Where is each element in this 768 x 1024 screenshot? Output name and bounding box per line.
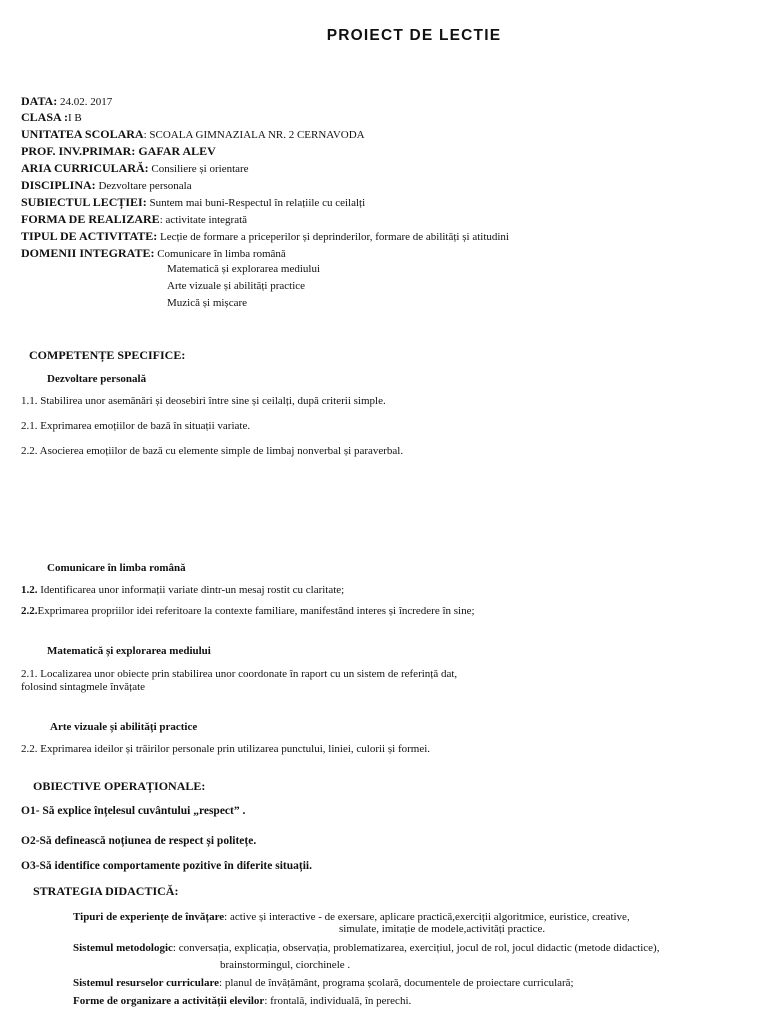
tipuri-value-continued: simulate, imitație de modele,activități practice. <box>339 923 546 935</box>
obiectiv-item: O1- Să explice înțelesul cuvântului „respect” . <box>21 805 246 817</box>
sistem-metodologic-value: : conversația, explicația, observația, problematizarea, exercițiul, jocul de rol, jocul didactic (metode didactice), <box>172 942 660 954</box>
unitatea-line <box>21 126 365 143</box>
domenii-item: Muzică și mișcare <box>167 297 248 309</box>
forma-label: FORMA DE REALIZARE <box>21 212 160 226</box>
competenta-item <box>21 605 475 617</box>
disciplina-line <box>21 177 192 194</box>
domenii-item: Arte vizuale și abilități practice <box>167 280 306 292</box>
competenta-text: Identificarea unor informații variate dintr-un mesaj rostit cu claritate; <box>37 584 345 596</box>
domenii-label: DOMENII INTEGRATE: <box>21 246 155 260</box>
competenta-item <box>21 584 344 596</box>
competenta-text: Exprimarea propriilor idei referitoare la contexte familiare, manifestând interes și încredere în sine; <box>37 605 475 617</box>
sistem-metodologic-line <box>73 942 659 954</box>
tipuri-line <box>73 911 630 923</box>
obiectiv-item: O3-Să identifice comportamente pozitive în diferite situații. <box>21 860 312 872</box>
tipul-label: TIPUL DE ACTIVITATE: <box>21 229 158 243</box>
competenta-item: 2.1. Localizarea unor obiecte prin stabilirea unor coordonate în raport cu un sistem de referință dat, <box>21 668 458 680</box>
data-value: 24.02. 2017 <box>57 96 113 108</box>
subiectul-line <box>21 194 365 211</box>
aria-label: ARIA CURRICULARĂ: <box>21 161 149 175</box>
matematica-heading: Matematică și explorarea mediului <box>47 645 211 657</box>
dezvoltare-heading: Dezvoltare personală <box>47 373 147 385</box>
competenta-item: 1.1. Stabilirea unor asemănări și deosebiri între sine și ceilalți, după criterii simple. <box>21 395 386 407</box>
unitatea-value: : SCOALA GIMNAZIALA NR. 2 CERNAVODA <box>143 129 365 141</box>
resurse-label: Sistemul resurselor curriculare <box>73 977 220 989</box>
clasa-line <box>21 109 82 126</box>
clasa-label: CLASA : <box>21 110 69 124</box>
comunicare-heading: Comunicare în limba română <box>47 562 186 574</box>
competenta-item: 2.1. Exprimarea emoțiilor de bază în situații variate. <box>21 420 251 432</box>
domenii-line <box>21 245 286 262</box>
subiectul-value: Suntem mai buni-Respectul în relațiile cu ceilalți <box>146 197 366 209</box>
disciplina-value: Dezvoltare personala <box>95 180 192 192</box>
obiectiv-item: O2-Să definească noțiunea de respect și politețe. <box>21 835 257 847</box>
page-title: PROIECT DE LECTIE <box>326 27 502 44</box>
strategia-heading: STRATEGIA DIDACTICĂ: <box>33 884 179 898</box>
data-line <box>21 93 112 110</box>
obiective-heading: OBIECTIVE OPERAȚIONALE: <box>33 779 206 793</box>
tipul-value: Lecție de formare a priceperilor și deprinderilor, formare de abilități și atitudini <box>157 231 509 243</box>
competenta-item: 2.2. Asocierea emoțiilor de bază cu elemente simple de limbaj nonverbal și paraverbal. <box>21 445 404 457</box>
forma-value: : activitate integrată <box>159 214 248 226</box>
competenta-number: 1.2. <box>21 584 38 596</box>
arte-heading: Arte vizuale și abilități practice <box>50 721 198 733</box>
forma-line <box>21 211 247 228</box>
sistem-metodologic-continued: brainstormingul, ciorchinele . <box>220 959 351 971</box>
forme-line <box>73 995 411 1007</box>
subiectul-label: SUBIECTUL LECȚIEI: <box>21 195 147 209</box>
aria-value: Consiliere și orientare <box>148 163 249 175</box>
competenta-item-continued: folosind sintagmele învățate <box>21 681 146 693</box>
forme-label: Forme de organizare a activității elevilor <box>73 995 265 1007</box>
data-label: DATA: <box>21 94 58 108</box>
prof-line <box>21 143 216 159</box>
domenii-item: Comunicare în limba română <box>154 248 286 260</box>
disciplina-label: DISCIPLINA: <box>21 178 96 192</box>
unitatea-label: UNITATEA SCOLARA <box>21 127 144 141</box>
resurse-line <box>73 977 574 989</box>
forme-value: : frontală, individuală, în perechi. <box>264 995 412 1007</box>
competenta-number: 2.2. <box>21 605 38 617</box>
competenta-item: 2.2. Exprimarea ideilor și trăirilor personale prin utilizarea punctului, liniei, culorii și formei. <box>21 743 431 755</box>
tipuri-label: Tipuri de experiențe de învățare <box>73 911 225 923</box>
clasa-value: I B <box>68 112 82 124</box>
sistem-metodologic-label: Sistemul metodologic <box>73 942 173 954</box>
tipuri-value: : active și interactive - de exersare, aplicare practică,exerciții algoritmice, euristice, creative, <box>224 911 630 923</box>
domenii-item: Matematică și explorarea mediului <box>167 263 321 275</box>
prof-label: PROF. INV.PRIMAR: GAFAR ALEV <box>21 144 216 158</box>
tipul-line <box>21 228 509 245</box>
competente-heading: COMPETENȚE SPECIFICE: <box>29 348 186 362</box>
aria-line <box>21 160 249 177</box>
resurse-value: : planul de învățământ, programa școlară, documentele de proiectare curriculară; <box>219 977 574 989</box>
